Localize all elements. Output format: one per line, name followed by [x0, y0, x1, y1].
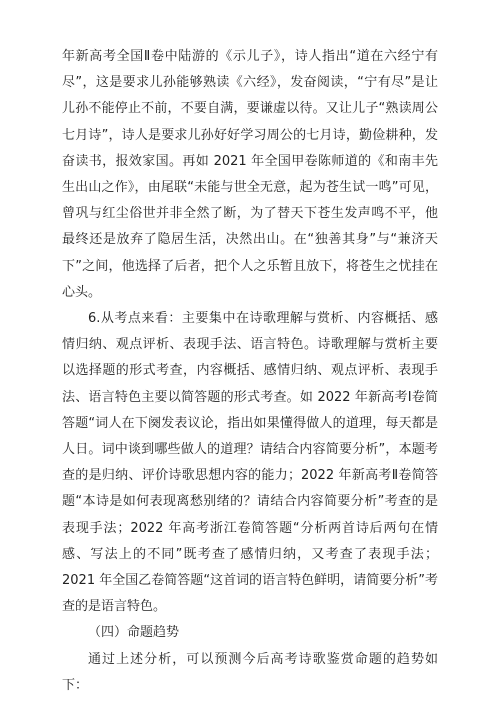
section-heading-trends: （四）命题趋势: [88, 625, 180, 641]
document-body: [62, 44, 438, 699]
paragraph-continuation: 年新高考全国Ⅱ卷中陆游的《示儿子》，诗人指出“道在六经宁有尽”，这是要求儿孙能够熟读《六经》，发奋阅读，“宁有尽”是让儿孙不能停止不前，不要自满，要谦虚以待。又让儿子“熟读周公七月诗”，诗人是要求儿孙好好学习周公的七月诗，勤俭耕种，发奋读书，报效家国。再如 2021 年全国甲卷陈师道的《和南丰先生出山之作》，由尾联“未能与世全无意，起为苍生试一鸣”可见，曾巩与红尘俗世并非全然了断，为了替天下苍生发声鸣不平，他最终还是放弃了隐居生活，决然出山。在“独善其身”与“兼济天下”之间，他选择了后者，把个人之乐暂且放下，将苍生之忧挂在心头。: [62, 49, 438, 300]
paragraph-trend-intro: 通过上述分析，可以预测今后高考诗歌鉴赏命题的趋势如下：: [62, 651, 438, 693]
paragraph-exam-points: 6.从考点来看：主要集中在诗歌理解与赏析、内容概括、感情归纳、观点评析、表现手法、语言特色。诗歌理解与赏析主要以选择题的形式考查，内容概括、感情归纳、观点评析、表现手法、语言特色主要以简答题的形式考查。如 2022 年新高考Ⅰ卷简答题“词人在下阕发表议论，指出如果懂得做人的道理，每天都是人日。词中谈到哪些做人的道理？请结合内容简要分析”，本题考查的是归纳、评价诗歌思想内容的能力；2022 年新高考Ⅱ卷简答题“本诗是如何表现离愁别绪的？请结合内容简要分析”考查的是表现手法；2022 年高考浙江卷简答题“分析两首诗后两句在情感、写法上的不同”既考查了感情归纳，又考查了表现手法；2021 年全国乙卷简答题“这首词的语言特色鲜明，请简要分析”考查的是语言特色。: [62, 311, 438, 615]
